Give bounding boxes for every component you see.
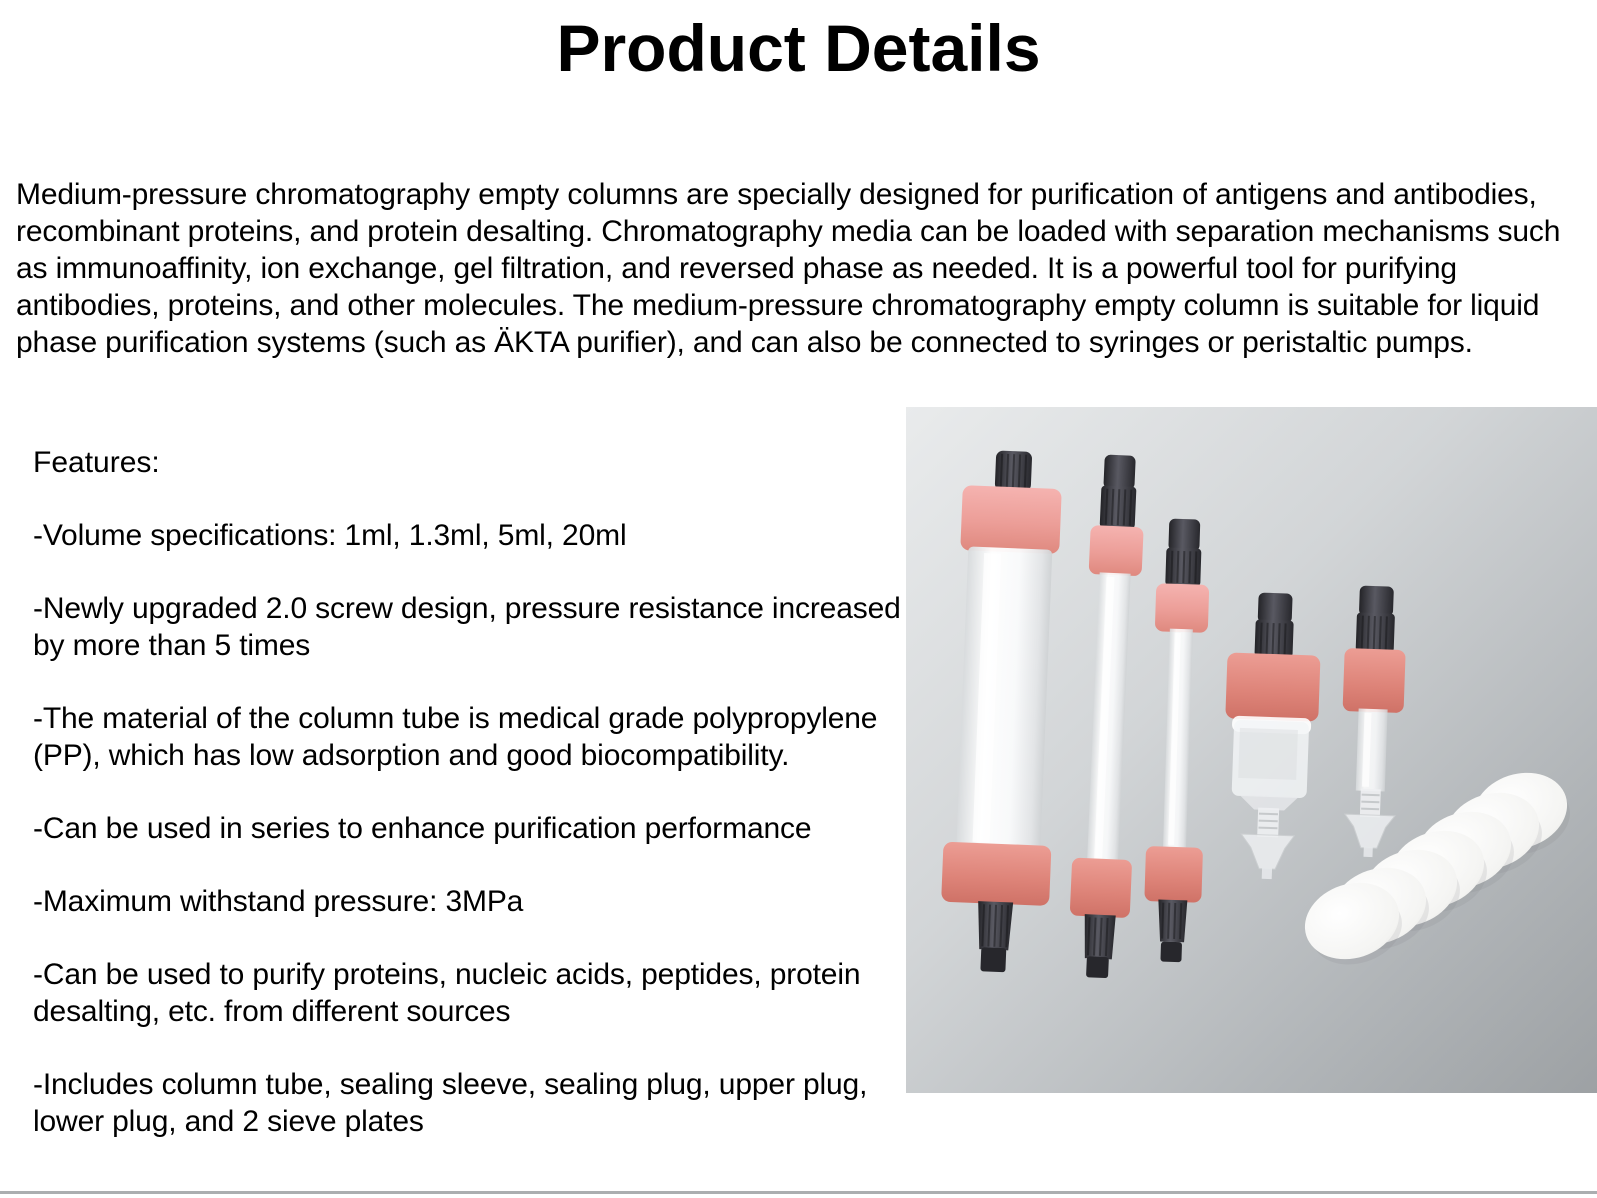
product-photo xyxy=(906,407,1597,1093)
feature-item: -Maximum withstand pressure: 3MPa xyxy=(33,885,524,918)
feature-item: -The material of the column tube is medical grade polypropylene (PP), which has low adsorption and good biocompatibility. xyxy=(33,702,878,772)
feature-item: -Can be used to purify proteins, nucleic acids, peptides, protein desalting, etc. from different sources xyxy=(33,958,861,1028)
features-heading: Features: xyxy=(33,446,160,479)
features-list xyxy=(33,517,933,1140)
features-section xyxy=(33,444,933,1176)
feature-item: -Includes column tube, sealing sleeve, sealing plug, upper plug, lower plug, and 2 sieve plates xyxy=(33,1068,868,1138)
product-description: Medium-pressure chromatography empty columns are specially designed for purification of antigens and antibodies, recombinant proteins, and protein desalting. Chromatography media can be loaded with separation mechanisms such as immunoaffinity, ion exchange, gel filtration, and reversed phase as needed. It is a powerful tool for purifying antibodies, proteins, and other molecules. The medium-pressure chromatography empty column is suitable for liquid phase purification systems (such as ÄKTA purifier), and can also be connected to syringes or peristaltic pumps. xyxy=(16,178,1561,359)
feature-item: -Can be used in series to enhance purification performance xyxy=(33,812,812,845)
feature-item: -Newly upgraded 2.0 screw design, pressure resistance increased by more than 5 times xyxy=(33,592,901,662)
bottom-divider xyxy=(0,1191,1597,1194)
page-title: Product Details xyxy=(556,11,1041,85)
feature-item: -Volume specifications: 1ml, 1.3ml, 5ml, 20ml xyxy=(33,519,627,552)
